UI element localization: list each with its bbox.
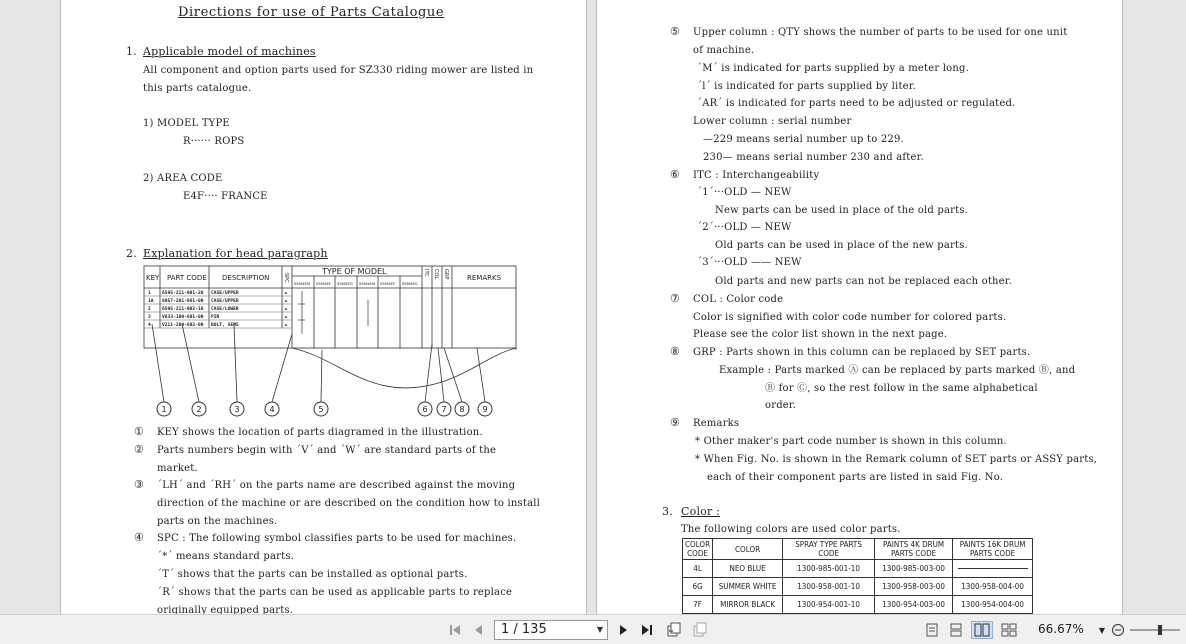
callout-leader-line	[321, 350, 322, 402]
single-page-view-button[interactable]	[924, 621, 940, 639]
callout-leader-line	[438, 348, 444, 402]
item-text-line: ´l´ is indicated for parts supplied by liter.	[697, 81, 917, 92]
color-table-cell: 1300-958-001-10	[783, 578, 875, 596]
item-text-line: Ⓑ for Ⓒ, so the rest follow in the same alphabetical	[765, 383, 1038, 394]
color-table	[682, 538, 1033, 614]
item-text-line: direction of the machine or are described on the condition how to install	[157, 498, 541, 509]
section-1-heading: Applicable model of machines	[143, 45, 316, 58]
figure-row-key: 3	[148, 315, 151, 320]
color-table-row	[683, 596, 1033, 614]
callout-number: 1	[161, 405, 167, 414]
section-2-heading: Explanation for head paragraph	[143, 247, 328, 260]
zoom-out-button[interactable]	[1110, 621, 1126, 639]
color-table-cell: 4L	[683, 560, 713, 578]
section-1-text-line: this parts catalogue.	[143, 83, 252, 94]
figure-row-desc: PIN	[211, 315, 220, 320]
item-text-line: GRP : Parts shown in this column can be replaced by SET parts.	[693, 347, 1031, 358]
figure-row-key: 2	[148, 307, 151, 312]
item-text-line: Color is signified with color code number for colored parts.	[693, 312, 1007, 323]
figure-head-part-code: PART CODE	[167, 274, 207, 282]
page-dropdown-icon[interactable]: ▼	[596, 625, 603, 634]
color-table-cell: 1300-985-003-00	[875, 560, 953, 578]
item-text-line: ´1´···OLD — NEW	[697, 187, 792, 198]
item-text-line: ´LH´ and ´RH´ on the parts name are described against the moving	[157, 480, 516, 491]
item-text-line: SPC : The following symbol classifies parts to be used for machines.	[157, 533, 517, 544]
callout-number: 8	[459, 405, 465, 414]
next-page-icon	[616, 623, 630, 637]
item-number: ⑤	[670, 25, 680, 38]
color-table-cell: 1300-958-004-00	[953, 578, 1033, 596]
zoom-dropdown-icon[interactable]: ▼	[1098, 625, 1106, 635]
figure-row-key: 4	[148, 323, 151, 328]
color-table-cell: 1300-985-001-10	[783, 560, 875, 578]
color-table-cell: 1300-954-004-00	[953, 596, 1033, 614]
item-text-line: Upper column : QTY shows the number of parts to be used for one unit	[693, 27, 1068, 38]
figure-head-grp: GRP	[443, 269, 449, 280]
page-indicator: 1 / 135	[501, 622, 547, 637]
figure-row-desc: CASE/LOWER	[211, 307, 239, 312]
document-page-2	[596, 0, 1123, 614]
item-text-line: ITC : Interchangeability	[693, 170, 820, 181]
callout-leader-line	[234, 324, 237, 402]
color-table-cell: 1300-958-003-00	[875, 578, 953, 596]
next-view-icon	[692, 622, 708, 638]
color-table-header: PAINTS 4K DRUM PARTS CODE	[875, 539, 953, 560]
item-text-line: New parts can be used in place of the old parts.	[715, 205, 969, 216]
figure-head-col: COL	[433, 269, 439, 280]
previous-page-icon	[472, 623, 486, 637]
item-text-line: Parts numbers begin with ´V´ and ´W´ are standard parts of the	[157, 445, 497, 456]
figure-row-key: 1A	[148, 299, 154, 304]
figure-row-code: 6595-211-001-20	[162, 291, 204, 296]
item-number: ⑥	[670, 168, 680, 181]
figure-head-remarks: REMARKS	[467, 274, 502, 282]
color-table-header-row	[683, 539, 1033, 560]
figure-head-key: KEY	[146, 274, 160, 282]
viewer-toolbar	[0, 614, 1186, 644]
figure-model-header: SSM4EG	[337, 281, 353, 286]
next-page-button[interactable]	[614, 621, 632, 639]
continuous-page-icon	[950, 623, 962, 637]
item-text-line: parts on the machines.	[157, 516, 278, 527]
color-table-cell: 6G	[683, 578, 713, 596]
figure-head-spc: SPC	[283, 273, 289, 283]
document-page-1	[60, 0, 587, 614]
figure-model-header: SSM4EF	[380, 281, 396, 286]
item-text-line: * When Fig. No. is shown in the Remark column of SET parts or ASSY parts,	[695, 454, 1098, 465]
area-code-value: E4F···· FRANCE	[183, 191, 268, 202]
figure-head-description: DESCRIPTION	[222, 274, 270, 282]
zoom-slider-thumb	[1158, 625, 1162, 635]
first-page-button[interactable]	[446, 621, 464, 639]
color-table-cell: 7F	[683, 596, 713, 614]
item-text-line: originally equipped parts.	[157, 605, 294, 614]
section-1-number: 1.	[126, 45, 137, 58]
item-number: ⑨	[670, 416, 680, 429]
two-page-view-button[interactable]	[971, 621, 993, 639]
model-type-label: 1) MODEL TYPE	[143, 118, 230, 129]
callout-number: 4	[269, 405, 275, 414]
callout-number: 3	[234, 405, 240, 414]
item-text-line: each of their component parts are listed in said Fig. No.	[707, 472, 1004, 483]
color-table-row	[683, 578, 1033, 596]
figure-model-header: SSM4EF	[316, 281, 332, 286]
figure-row-desc: CASE/UPPER	[211, 291, 239, 296]
item-text-line: of machine.	[693, 45, 755, 56]
color-table-cell: SUMMER WHITE	[713, 578, 783, 596]
callout-number: 9	[482, 405, 488, 414]
figure-model-header: SSM4EG	[402, 281, 418, 286]
model-type-value: R······ ROPS	[183, 136, 245, 147]
item-text-line: ´T´ shows that the parts can be installed as optional parts.	[157, 569, 468, 580]
item-number: ⑧	[670, 345, 680, 358]
figure-row-spc-mark: ●	[285, 299, 287, 303]
item-text-line: COL : Color code	[693, 294, 784, 305]
next-view-button[interactable]	[690, 621, 710, 639]
area-code-label: 2) AREA CODE	[143, 173, 223, 184]
empty-cell-dash	[958, 568, 1028, 569]
color-table-header: COLOR CODE	[683, 539, 713, 560]
item-text-line: Remarks	[693, 418, 740, 429]
zoom-level[interactable]: 66.67%	[1038, 622, 1084, 636]
figure-row-spc-mark: ●	[285, 323, 287, 327]
two-page-icon	[974, 623, 990, 637]
figure-head-type-of-model: TYPE OF MODEL	[322, 267, 387, 276]
figure-model-marks	[298, 291, 368, 334]
last-page-icon	[640, 623, 654, 637]
callout-leader-line	[477, 348, 485, 402]
color-table-header: PAINTS 16K DRUM PARTS CODE	[953, 539, 1033, 560]
item-number: ②	[134, 443, 144, 456]
figure-row-code: 6595-211-002-10	[162, 307, 204, 312]
item-number: ⑦	[670, 292, 680, 305]
color-table-row	[683, 560, 1033, 578]
item-number: ①	[134, 425, 144, 438]
color-table-header: COLOR	[713, 539, 783, 560]
color-table-cell: 1300-954-003-00	[875, 596, 953, 614]
item-text-line: Example : Parts marked Ⓐ can be replaced by parts marked Ⓑ, and	[719, 365, 1076, 376]
previous-page-button[interactable]	[470, 621, 488, 639]
last-page-button[interactable]	[638, 621, 656, 639]
section-3-heading: Color :	[681, 505, 721, 518]
callout-number: 7	[441, 405, 447, 414]
figure-row-desc: BOLT, SEMS	[211, 323, 239, 328]
callout-leader-line	[152, 324, 164, 402]
section-1-text-line: All component and option parts used for SZ330 riding mower are listed in	[143, 65, 534, 76]
two-page-continuous-icon	[1001, 623, 1017, 637]
single-page-icon	[926, 623, 938, 637]
color-table-cell: NEO BLUE	[713, 560, 783, 578]
figure-row-desc: CASE/UPPER	[211, 299, 239, 304]
zoom-slider[interactable]	[1128, 621, 1182, 639]
item-text-line: KEY shows the location of parts diagramed in the illustration.	[157, 427, 483, 438]
figure-row-code: 8057-201-061-00	[162, 299, 204, 304]
figure-head-itc: ITC	[423, 269, 429, 277]
item-text-line: ´AR´ is indicated for parts need to be adjusted or regulated.	[697, 98, 1016, 109]
figure-row-spc-mark: ●	[285, 315, 287, 319]
previous-view-button[interactable]	[664, 621, 684, 639]
callout-number: 6	[422, 405, 428, 414]
figure-row-code: V633-100-601-00	[162, 315, 204, 320]
head-paragraph-figure	[142, 264, 518, 420]
item-text-line: ´R´ shows that the parts can be used as applicable parts to replace	[157, 587, 513, 598]
item-text-line: Please see the color list shown in the next page.	[693, 329, 948, 340]
callout-leader-line	[182, 324, 199, 402]
item-text-line: ´M´ is indicated for parts supplied by a meter long.	[697, 63, 969, 74]
figure-model-header: SSM4EM	[359, 281, 376, 286]
color-table-cell: 1300-954-001-10	[783, 596, 875, 614]
item-number: ④	[134, 531, 144, 544]
item-text-line: * Other maker's part code number is shown in this column.	[695, 436, 1007, 447]
section-3-number: 3.	[662, 505, 673, 518]
callout-leader-line	[425, 344, 432, 402]
callout-number: 5	[318, 405, 324, 414]
item-number: ③	[134, 478, 144, 491]
continuous-view-button[interactable]	[948, 621, 964, 639]
item-text-line: ´*´ means standard parts.	[157, 551, 295, 562]
color-table-cell	[953, 560, 1033, 578]
previous-view-icon	[666, 622, 682, 638]
item-text-line: 230— means serial number 230 and after.	[703, 152, 924, 163]
item-text-line: —229 means serial number up to 229.	[703, 134, 904, 145]
callout-number: 2	[196, 405, 202, 414]
item-text-line: market.	[157, 463, 198, 474]
item-text-line: order.	[765, 400, 797, 411]
item-text-line: Lower column : serial number	[693, 116, 852, 127]
figure-row-code: V211-200-602-00	[162, 323, 204, 328]
figure-model-header: SSM4EM	[294, 281, 311, 286]
item-text-line: Old parts and new parts can not be replaced each other.	[715, 276, 1013, 287]
color-table-header: SPRAY TYPE PARTS CODE	[783, 539, 875, 560]
section-3-intro: The following colors are used color parts.	[681, 524, 901, 535]
item-text-line: ´3´···OLD —— NEW	[697, 257, 802, 268]
callout-leader-line	[272, 334, 292, 402]
figure-row-spc-mark: ●	[285, 291, 287, 295]
section-2-number: 2.	[126, 247, 137, 260]
figure-row-spc-mark: ●	[285, 307, 287, 311]
item-text-line: Old parts can be used in place of the new parts.	[715, 240, 968, 251]
item-text-line: ´2´···OLD — NEW	[697, 222, 792, 233]
page-title: Directions for use of Parts Catalogue	[178, 5, 445, 20]
page-number-input[interactable]	[494, 620, 608, 640]
color-table-cell: MIRROR BLACK	[713, 596, 783, 614]
figure-row-key: 1	[148, 291, 151, 296]
zoom-out-icon	[1111, 623, 1125, 637]
first-page-icon	[448, 623, 462, 637]
two-page-continuous-button[interactable]	[1000, 621, 1018, 639]
